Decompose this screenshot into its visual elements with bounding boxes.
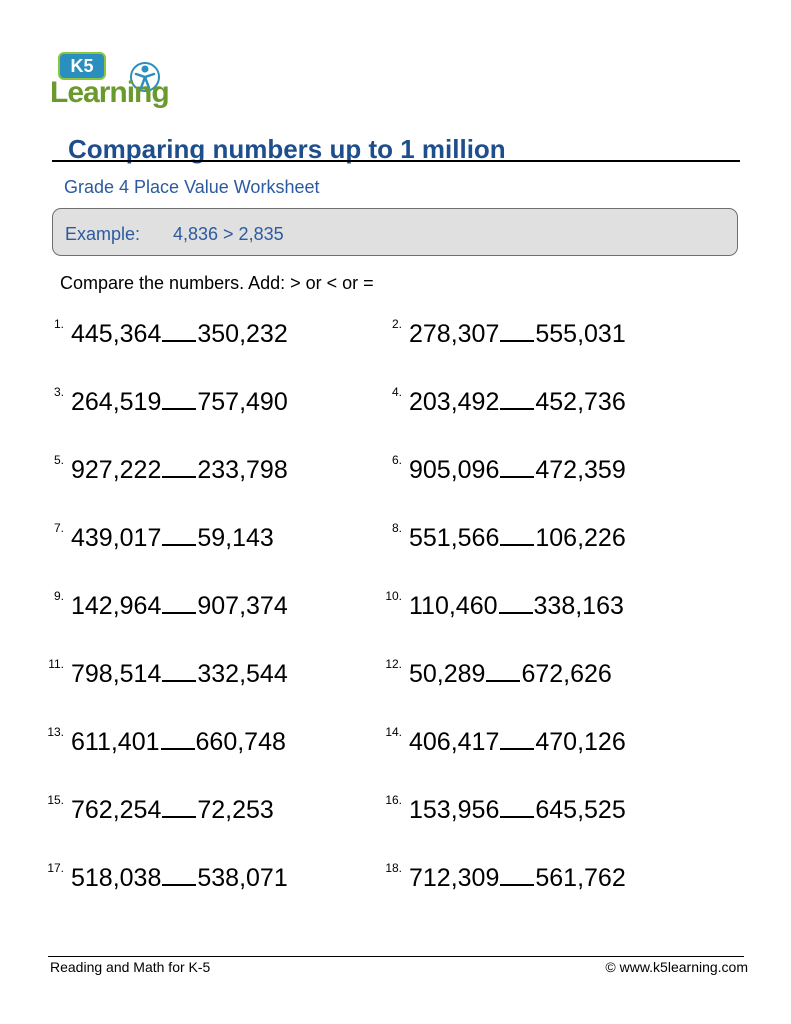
right-number: 452,736 [535,388,626,416]
answer-blank[interactable] [162,610,196,614]
right-number: 106,226 [535,524,626,552]
logo-wordmark: Learning [50,76,169,109]
answer-blank[interactable] [162,678,196,682]
right-number: 757,490 [197,388,288,416]
footer-divider [48,956,744,957]
left-number: 278,307 [409,320,500,348]
problem-number: 8. [391,521,402,535]
problem-number: 10. [385,589,402,603]
left-number: 518,038 [71,864,162,892]
left-number: 406,417 [409,728,500,756]
problem-number: 7. [53,521,64,535]
problem-expression [409,592,624,621]
right-number: 350,232 [197,320,288,348]
problem-expression [409,796,626,825]
k5-learning-logo [48,50,194,112]
problem-number: 11. [48,657,64,671]
left-number: 50,289 [409,660,486,688]
problem-expression [409,728,626,757]
right-number: 338,163 [533,592,624,620]
problem-number: 12. [385,657,402,671]
problem-number: 17. [47,861,64,875]
right-number: 472,359 [535,456,626,484]
title-underline [52,160,740,162]
problem-expression [71,864,288,893]
right-number: 907,374 [197,592,288,620]
left-number: 927,222 [71,456,162,484]
page-subtitle: Grade 4 Place Value Worksheet [64,177,320,197]
left-number: 110,460 [409,592,498,620]
left-number: 762,254 [71,796,162,824]
problem-expression [409,388,626,417]
problem-number: 2. [391,317,402,331]
answer-blank[interactable] [486,678,520,682]
problem-expression [71,592,288,621]
problem-number: 15. [47,793,64,807]
answer-blank[interactable] [162,542,196,546]
problem-expression [409,660,612,689]
left-number: 551,566 [409,524,500,552]
answer-blank[interactable] [500,542,534,546]
answer-blank[interactable] [500,406,534,410]
right-number: 332,544 [197,660,288,688]
answer-blank[interactable] [162,882,196,886]
problem-number: 1. [53,317,64,331]
problem-number: 9. [53,589,64,603]
answer-blank[interactable] [162,406,196,410]
left-number: 264,519 [71,388,162,416]
problem-number: 5. [53,453,64,467]
problem-number: 13. [47,725,64,739]
left-number: 203,492 [409,388,500,416]
page-title: Comparing numbers up to 1 million [68,134,506,164]
example-value: 4,836 > 2,835 [173,224,284,244]
right-number: 561,762 [535,864,626,892]
answer-blank[interactable] [162,338,196,342]
problem-expression [71,728,286,757]
footer-right-text: © www.k5learning.com [605,959,748,975]
left-number: 142,964 [71,592,162,620]
right-number: 538,071 [197,864,288,892]
answer-blank[interactable] [500,474,534,478]
right-number: 233,798 [197,456,288,484]
left-number: 798,514 [71,660,162,688]
right-number: 660,748 [195,728,286,756]
footer-left-text: Reading and Math for K-5 [50,959,211,975]
problem-number: 14. [385,725,402,739]
problem-expression [409,864,626,893]
left-number: 611,401 [71,728,160,756]
answer-blank[interactable] [162,814,196,818]
problem-expression [71,524,274,553]
problem-number: 18. [385,861,402,875]
left-number: 712,309 [409,864,500,892]
left-number: 445,364 [71,320,162,348]
right-number: 645,525 [535,796,626,824]
right-number: 672,626 [521,660,612,688]
answer-blank[interactable] [500,338,534,342]
problem-expression [71,796,274,825]
example-box [52,208,738,256]
problem-expression [71,388,288,417]
left-number: 153,956 [409,796,500,824]
problem-number: 3. [53,385,64,399]
right-number: 59,143 [197,524,274,552]
right-number: 72,253 [197,796,274,824]
problem-number: 16. [385,793,402,807]
left-number: 439,017 [71,524,162,552]
problem-expression [409,456,626,485]
problem-expression [409,320,626,349]
problem-expression [409,524,626,553]
problem-expression [71,320,288,349]
example-label: Example: [65,224,141,244]
right-number: 470,126 [535,728,626,756]
right-number: 555,031 [535,320,626,348]
answer-blank[interactable] [500,814,534,818]
left-number: 905,096 [409,456,500,484]
problem-expression [71,660,288,689]
answer-blank[interactable] [500,746,534,750]
answer-blank[interactable] [162,474,196,478]
problem-expression [71,456,288,485]
instructions: Compare the numbers. Add: > or < or = [60,273,374,293]
problem-number: 6. [391,453,402,467]
logo-badge: K5 [58,52,106,80]
answer-blank[interactable] [499,610,533,614]
answer-blank[interactable] [500,882,534,886]
problem-number: 4. [391,385,402,399]
answer-blank[interactable] [161,746,195,750]
